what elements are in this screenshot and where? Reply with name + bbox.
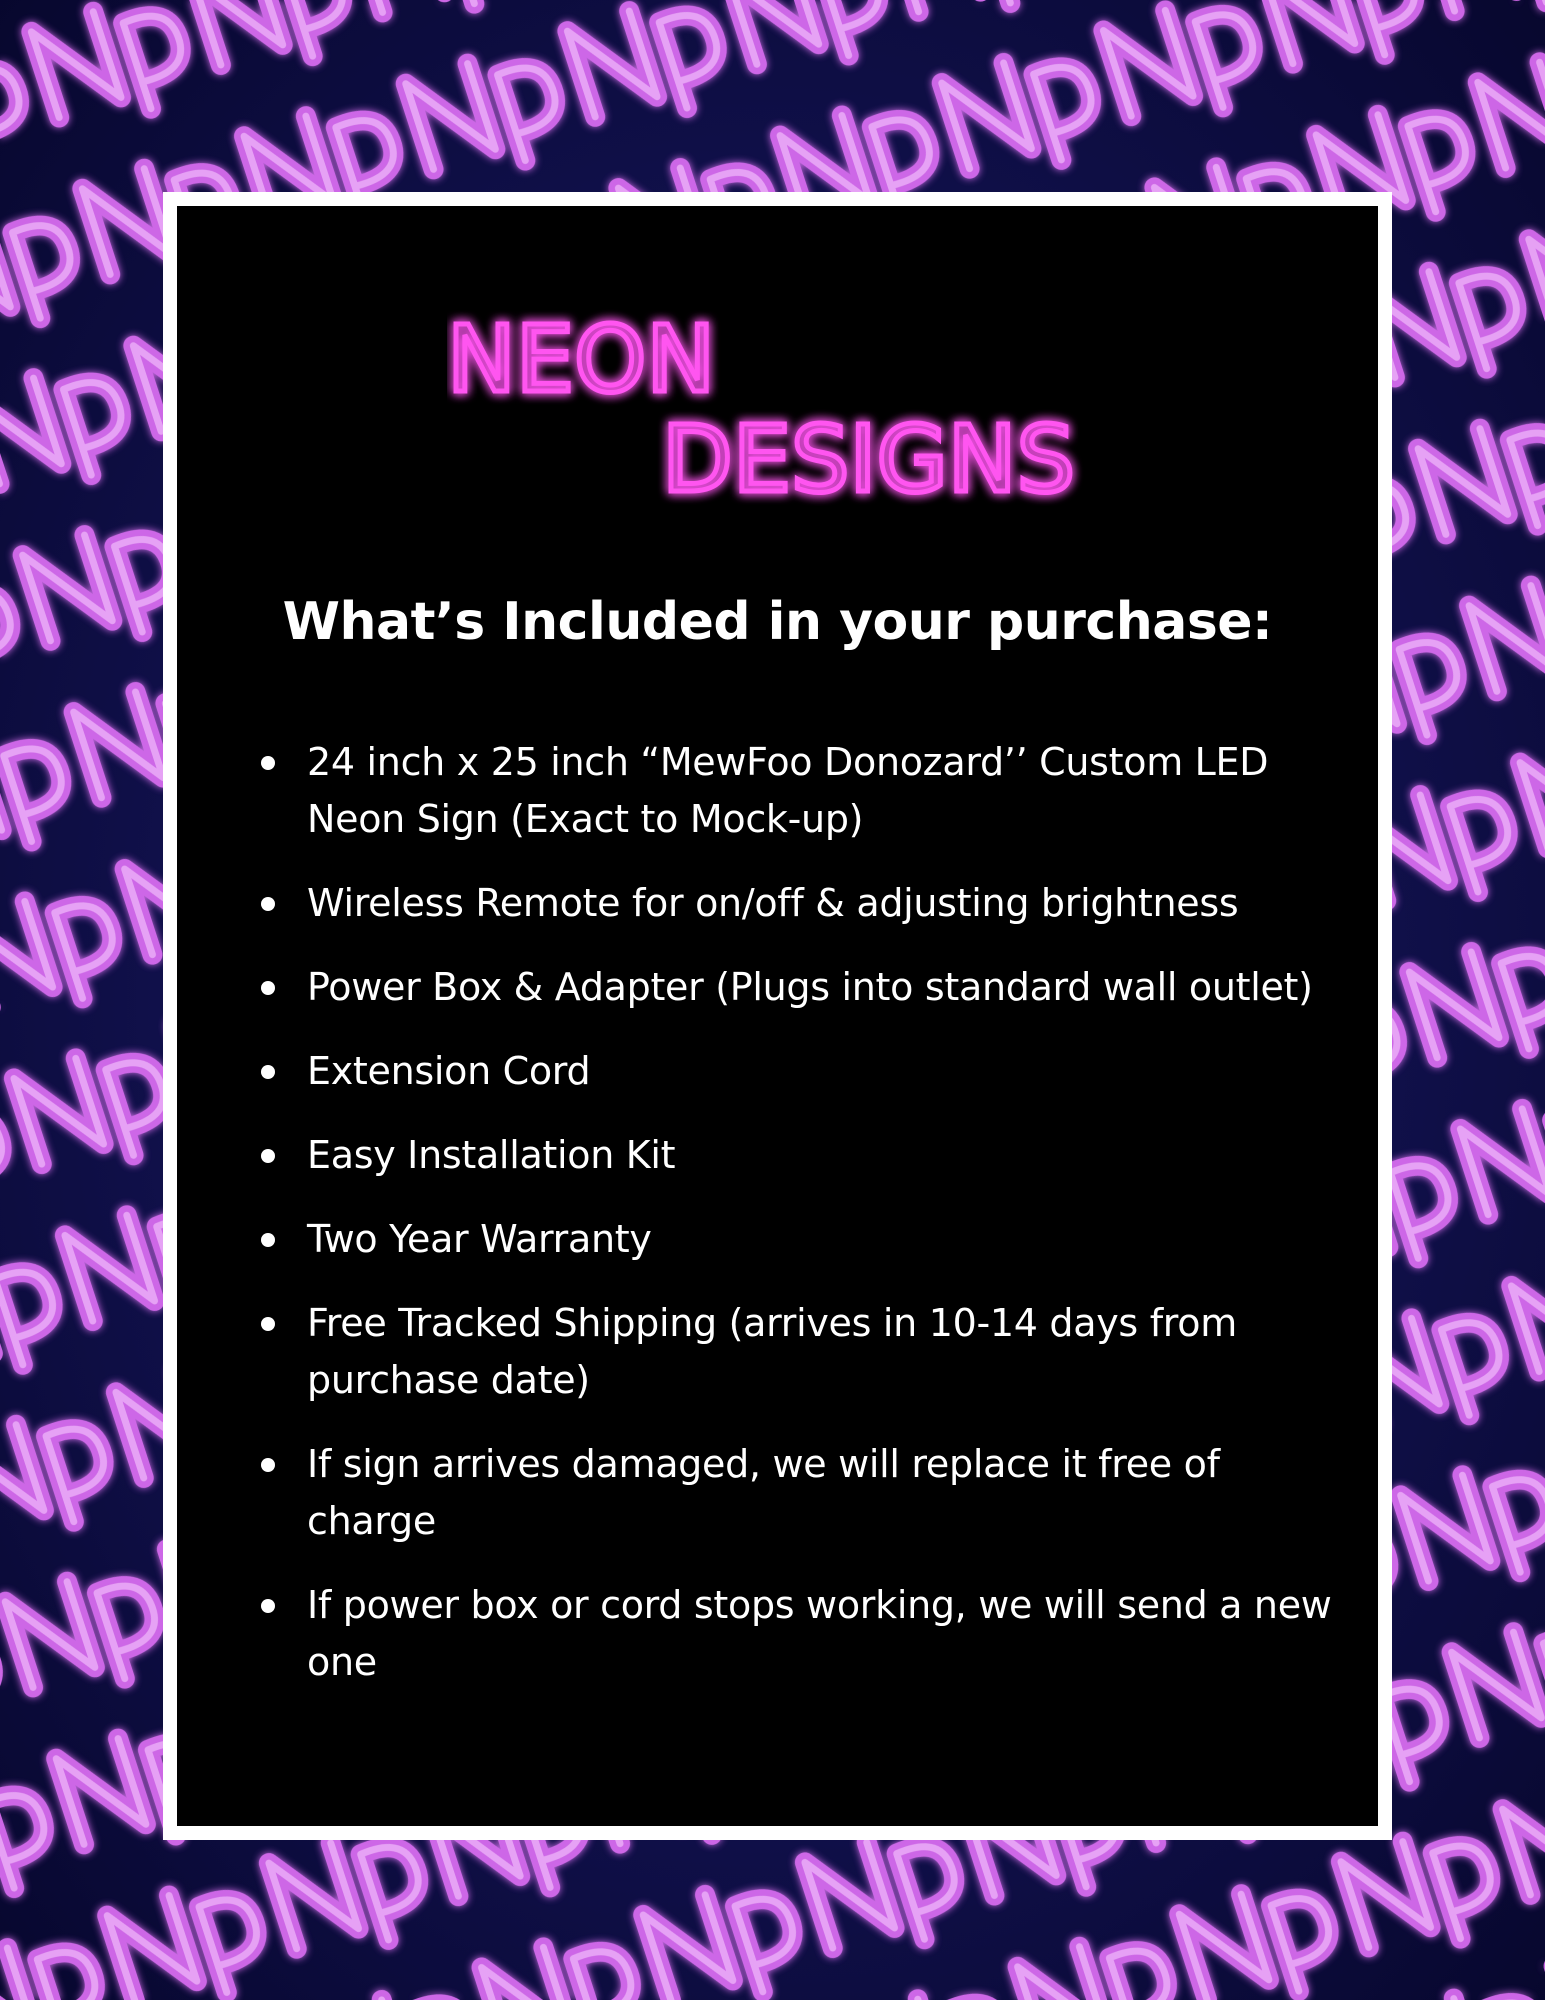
list-item: Extension Cord [259,1043,1338,1100]
included-items-list [259,734,1338,1718]
list-item: Easy Installation Kit [259,1127,1338,1184]
list-item: Free Tracked Shipping (arrives in 10-14 days from purchase date) [259,1295,1338,1409]
page-heading: What’s Included in your purchase: [282,592,1273,652]
list-item: If power box or cord stops working, we will send a new one [259,1577,1338,1691]
logo-line1-text: NEON [447,306,716,413]
content-panel [177,206,1378,1826]
list-item: Wireless Remote for on/off & adjusting brightness [259,875,1338,932]
neon-designs-logo [447,306,1107,506]
list-item: Power Box & Adapter (Plugs into standard wall outlet) [259,959,1338,1016]
logo-line2-text: DESIGNS [662,406,1076,506]
white-frame [163,192,1392,1840]
list-item: Two Year Warranty [259,1211,1338,1268]
list-item: If sign arrives damaged, we will replace it free of charge [259,1436,1338,1550]
list-item: 24 inch x 25 inch “MewFoo Donozard’’ Custom LED Neon Sign (Exact to Mock-up) [259,734,1338,848]
